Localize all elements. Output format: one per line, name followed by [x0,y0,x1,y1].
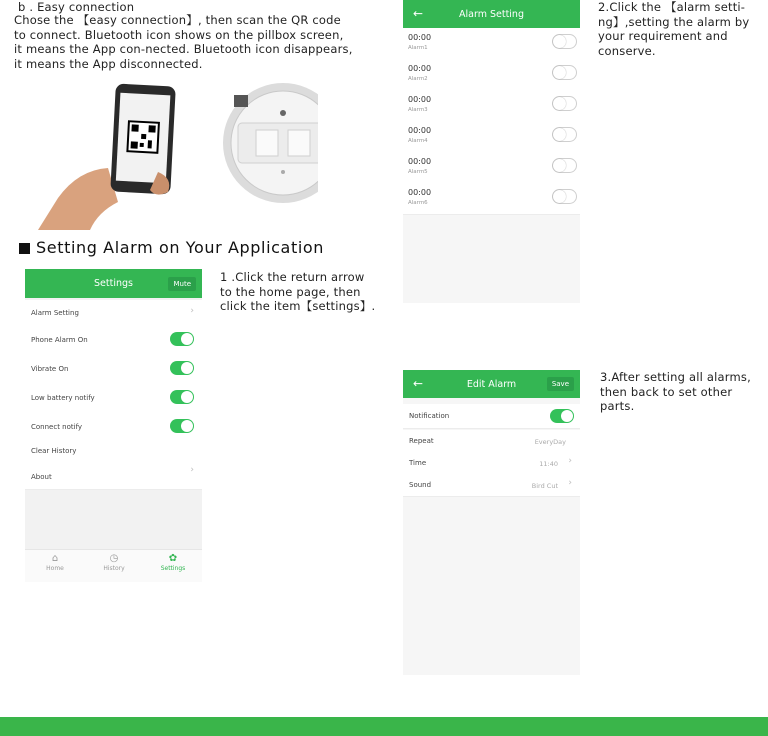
alarm-4-toggle[interactable] [552,127,577,142]
alarm-6-toggle[interactable] [552,189,577,204]
chevron-right-icon: › [568,478,572,488]
alarm-5-toggle[interactable] [552,158,577,173]
step1-text: 1 .Click the return arrow to the home page, then click the item【settings】. [220,270,376,314]
settings-screen [25,269,202,581]
alarm-title-bar [403,0,580,28]
tab-history[interactable]: ◷ History [94,553,134,572]
section-heading: Setting Alarm on Your Application [19,238,324,257]
vibrate-toggle[interactable] [170,361,194,375]
alarm-row-1[interactable]: 00:00 Alarm1 [403,28,580,60]
alarm-1-toggle[interactable] [552,34,577,49]
hand-with-phone-image [38,84,176,230]
settings-title-bar [25,269,202,298]
notification-toggle[interactable] [550,409,574,423]
alarm-row-3[interactable]: 00:00 Alarm3 [403,90,580,122]
connect-notify-toggle[interactable] [170,419,194,433]
settings-row-about[interactable]: About › [25,463,202,490]
tab-bar [25,549,202,582]
home-icon: ⌂ [51,553,59,564]
settings-row-low-battery: Low battery notify [25,383,202,413]
section-b-title: b . Easy connection [18,0,135,14]
alarm-row-4[interactable]: 00:00 Alarm4 [403,121,580,153]
edit-title: Edit Alarm [466,378,517,390]
settings-row-vibrate: Vibrate On [25,354,202,384]
chevron-right-icon: › [190,306,194,316]
square-bullet-icon [19,243,30,254]
clock-icon: ◷ [109,553,119,564]
settings-title: Settings [94,278,133,289]
alarm-2-toggle[interactable] [552,65,577,80]
settings-row-phone-alarm: Phone Alarm On [25,325,202,355]
section-b-body: Chose the 【easy connection】, then scan the QR code to connect. Bluetooth icon shows on the pillbox screen, it means the App con-nected. Bluetooth icon disappears, it means the App disconnected. [14,13,353,71]
settings-row-connect-notify: Connect notify [25,412,202,442]
settings-row-alarm-setting[interactable]: Alarm Setting › [25,300,202,326]
connection-illustration [38,80,318,230]
chevron-right-icon: › [568,456,572,466]
back-arrow-icon[interactable]: ← [413,6,424,21]
low-battery-toggle[interactable] [170,390,194,404]
phone-alarm-toggle[interactable] [170,332,194,346]
alarm-row-6[interactable]: 00:00 Alarm6 [403,183,580,215]
step3-text: 3.After setting all alarms, then back to set other parts. [600,370,751,414]
sound-row[interactable]: Sound Bird Cut › [403,474,580,497]
alarm-3-toggle[interactable] [552,96,577,111]
repeat-row[interactable]: Repeat EveryDay [403,430,580,453]
mute-button[interactable]: Mute [168,277,196,291]
settings-row-clear-history[interactable]: Clear History [25,441,202,464]
footer-bar [0,717,768,736]
alarm-title: Alarm Setting [459,8,524,20]
save-button[interactable]: Save [547,377,574,391]
tab-home[interactable]: ⌂ Home [35,553,75,572]
edit-title-bar [403,370,580,398]
alarm-row-2[interactable]: 00:00 Alarm2 [403,59,580,91]
time-row[interactable]: Time 11:40 › [403,452,580,475]
notification-row: Notification [403,404,580,429]
alarm-row-5[interactable]: 00:00 Alarm5 [403,152,580,184]
back-arrow-icon[interactable]: ← [413,376,424,391]
tab-settings[interactable]: ✿ Settings [153,553,193,572]
alarm-setting-screen [403,0,580,303]
edit-alarm-screen [403,370,580,675]
chevron-right-icon: › [190,465,194,475]
gear-icon: ✿ [168,553,178,564]
step2-text: 2.Click the 【alarm setti- ng】,setting the alarm by your requirement and conserve. [598,0,750,58]
pillbox-image [223,83,318,203]
